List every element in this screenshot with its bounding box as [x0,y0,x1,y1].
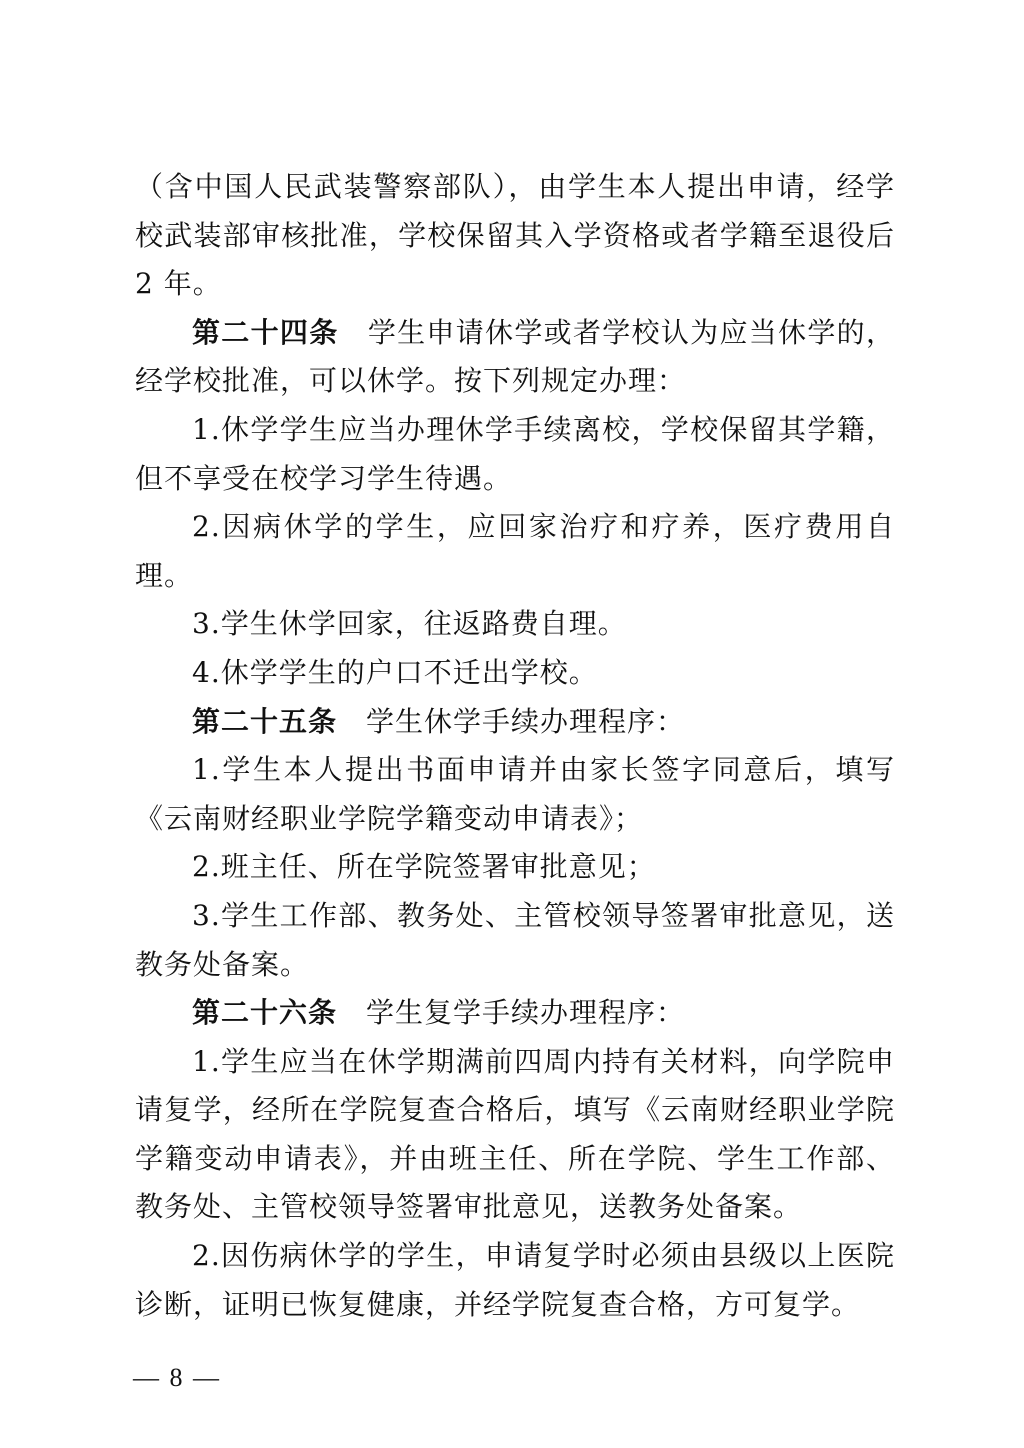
paragraph-text: 1.休学学生应当办理休学手续离校，学校保留其学籍，但不享受在校学习学生待遇。 [135,412,895,495]
paragraph-text: 2.因病休学的学生，应回家治疗和疗养，医疗费用自理。 [135,510,895,592]
paragraph-text: 学生休学手续办理程序： [337,704,686,738]
article-24 [135,309,895,406]
article-heading: 第二十四条 [192,315,339,349]
paragraph-text: 1.学生应当在休学期满前四周内持有关材料，向学院申请复学，经所在学院复查合格后，填写《云南财经职业学院学籍变动申请表》，并由班主任、所在学院、学生工作部、教务处、主管校领导签署审批意见，送教务处备案。 [135,1044,895,1224]
paragraph-text: 3.学生工作部、教务处、主管校领导签署审批意见，送教务处备案。 [135,898,895,981]
article-25-item-1 [135,746,895,843]
article-26 [135,989,895,1038]
article-26-item-2 [135,1232,895,1329]
article-25 [135,698,895,747]
article-26-item-1 [135,1038,895,1232]
paragraph-text: 学生复学手续办理程序： [337,996,686,1030]
document-body [135,163,895,1329]
paragraph-1 [135,163,895,309]
article-24-item-1 [135,406,895,503]
article-24-item-3 [135,600,895,649]
article-24-item-2 [135,503,895,600]
paragraph-text: （含中国人民武装警察部队），由学生本人提出申请，经学校武装部审核批准，学校保留其入学资格或者学籍至退役后 2 年。 [135,170,895,301]
paragraph-text: 1.学生本人提出书面申请并由家长签字同意后，填写《云南财经职业学院学籍变动申请表》； [135,753,895,835]
article-heading: 第二十五条 [192,704,338,738]
article-24-item-4 [135,649,895,698]
article-heading: 第二十六条 [192,996,338,1030]
paragraph-text: 学生申请休学或者学校认为应当休学的，经学校批准，可以休学。按下列规定办理： [135,315,895,398]
article-25-item-3 [135,892,895,989]
page-number: — 8 — [133,1363,221,1392]
paragraph-text: 2.班主任、所在学院签署审批意见； [192,850,656,884]
paragraph-text: 2.因伤病休学的学生，申请复学时必须由县级以上医院诊断，证明已恢复健康，并经学院复查合格，方可复学。 [135,1239,895,1321]
article-25-item-2 [135,843,895,892]
paragraph-text: 3.学生休学回家，往返路费自理。 [192,607,627,641]
paragraph-text: 4.休学学生的户口不迁出学校。 [192,655,598,689]
